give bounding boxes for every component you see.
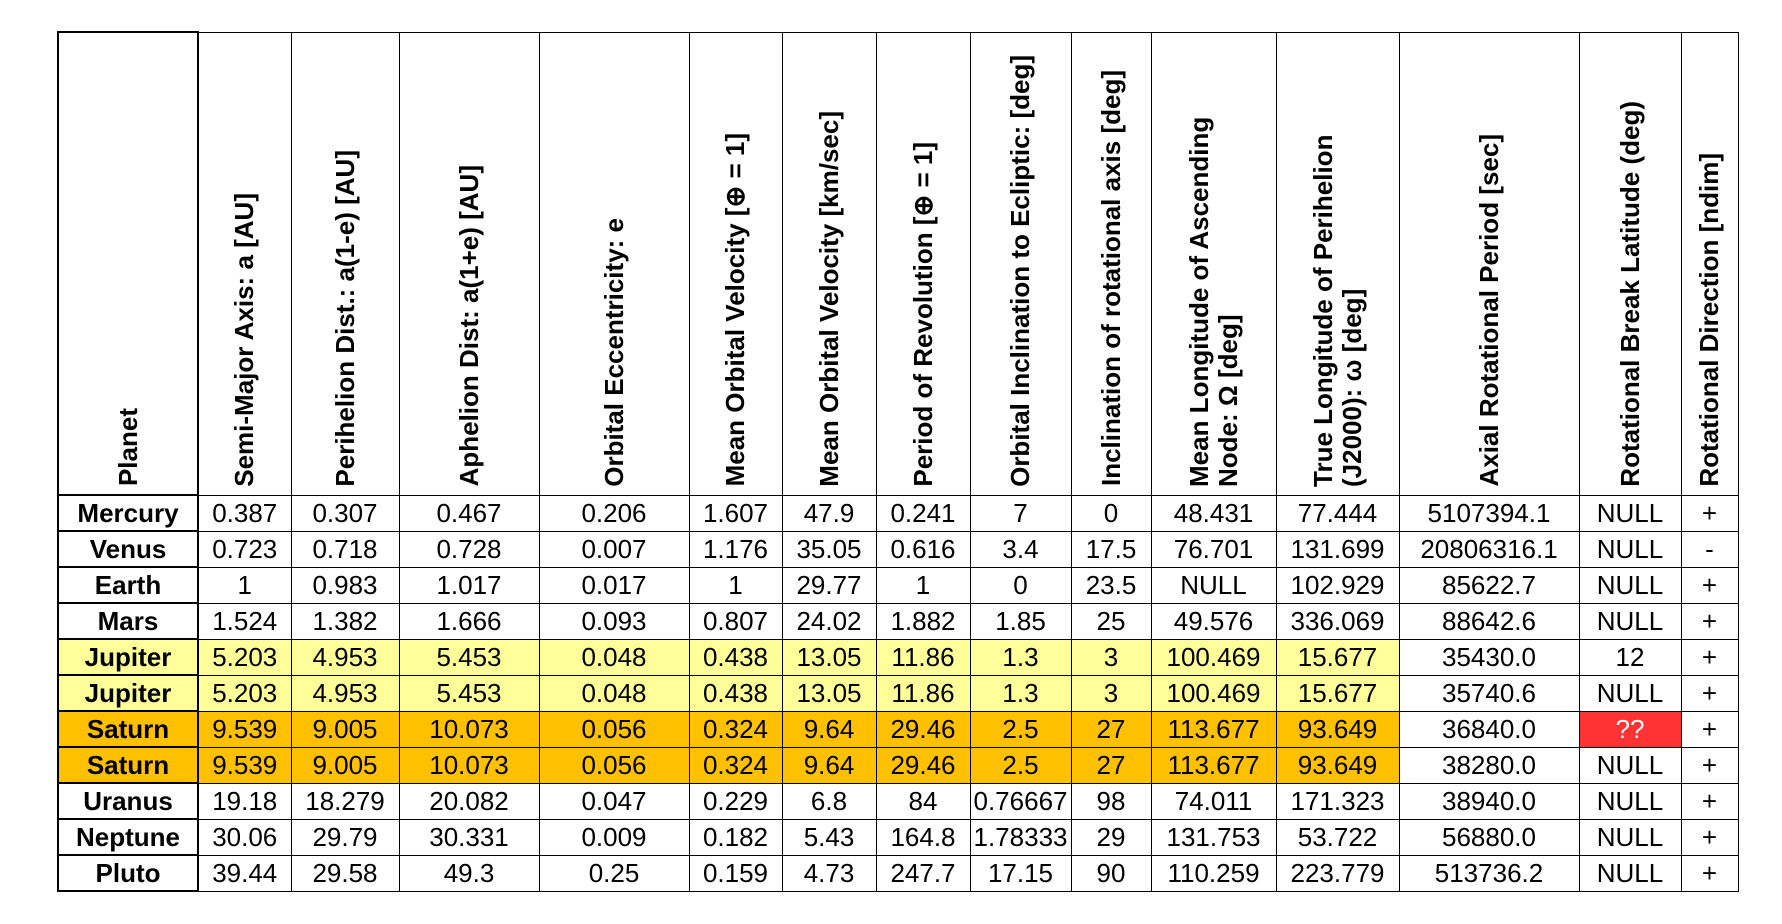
- data-cell[interactable]: 0.307: [291, 495, 399, 531]
- data-cell[interactable]: 5.43: [782, 819, 876, 855]
- data-cell[interactable]: +: [1681, 819, 1738, 855]
- data-cell[interactable]: 113.677: [1151, 711, 1276, 747]
- data-cell[interactable]: 9.005: [291, 747, 399, 783]
- data-cell[interactable]: NULL: [1579, 675, 1681, 711]
- data-cell[interactable]: 9.005: [291, 711, 399, 747]
- data-cell[interactable]: 3: [1071, 675, 1151, 711]
- column-header-aphelion-dist[interactable]: Aphelion Dist: a(1+e) [AU]: [399, 32, 539, 495]
- data-cell[interactable]: 1.3: [970, 639, 1071, 675]
- data-cell[interactable]: 39.44: [198, 855, 291, 891]
- data-cell[interactable]: 1.176: [689, 531, 782, 567]
- data-cell[interactable]: 88642.6: [1399, 603, 1579, 639]
- column-header-ascending-node[interactable]: Mean Longitude of Ascending Node: Ω [deg]: [1151, 32, 1276, 495]
- table-row: [58, 675, 1738, 711]
- column-header-rotational-period[interactable]: Axial Rotational Period [sec]: [1399, 32, 1579, 495]
- data-cell[interactable]: 0.438: [689, 639, 782, 675]
- column-header-perihelion-longitude[interactable]: True Longitude of Perihelion (J2000): ω [deg]: [1276, 32, 1399, 495]
- data-cell[interactable]: 171.323: [1276, 783, 1399, 819]
- data-cell[interactable]: 4.953: [291, 639, 399, 675]
- data-cell[interactable]: 1.3: [970, 675, 1071, 711]
- data-cell[interactable]: NULL: [1151, 567, 1276, 603]
- column-header-orbital-inclination[interactable]: Orbital Inclination to Ecliptic: [deg]: [970, 32, 1071, 495]
- data-cell[interactable]: 0.007: [539, 531, 689, 567]
- data-cell[interactable]: 77.444: [1276, 495, 1399, 531]
- data-cell[interactable]: NULL: [1579, 783, 1681, 819]
- data-cell[interactable]: 49.576: [1151, 603, 1276, 639]
- data-cell[interactable]: 0.206: [539, 495, 689, 531]
- column-header-break-latitude[interactable]: Rotational Break Latitude (deg): [1579, 32, 1681, 495]
- table-row: [58, 711, 1738, 747]
- data-cell[interactable]: 0.229: [689, 783, 782, 819]
- data-cell[interactable]: 102.929: [1276, 567, 1399, 603]
- data-cell[interactable]: -: [1681, 531, 1738, 567]
- planet-name-cell[interactable]: Venus: [58, 531, 198, 567]
- data-cell[interactable]: 15.677: [1276, 675, 1399, 711]
- data-cell[interactable]: 12: [1579, 639, 1681, 675]
- data-cell[interactable]: 2.5: [970, 747, 1071, 783]
- data-cell[interactable]: 0.467: [399, 495, 539, 531]
- data-cell[interactable]: 0.387: [198, 495, 291, 531]
- data-cell[interactable]: 10.073: [399, 711, 539, 747]
- data-cell[interactable]: 0.159: [689, 855, 782, 891]
- planet-name-cell[interactable]: Jupiter: [58, 639, 198, 675]
- data-cell[interactable]: 10.073: [399, 747, 539, 783]
- column-header-period[interactable]: Period of Revolution [⊕ = 1]: [876, 32, 970, 495]
- data-cell[interactable]: 5.203: [198, 639, 291, 675]
- data-cell[interactable]: NULL: [1579, 495, 1681, 531]
- data-cell[interactable]: NULL: [1579, 567, 1681, 603]
- data-cell[interactable]: 1.78333: [970, 819, 1071, 855]
- data-cell[interactable]: +: [1681, 675, 1738, 711]
- data-cell[interactable]: 20806316.1: [1399, 531, 1579, 567]
- column-header-eccentricity[interactable]: Orbital Eccentricity: e: [539, 32, 689, 495]
- column-header-axis-inclination[interactable]: Inclination of rotational axis [deg]: [1071, 32, 1151, 495]
- data-cell[interactable]: 4.73: [782, 855, 876, 891]
- data-cell[interactable]: 0.056: [539, 711, 689, 747]
- data-cell[interactable]: 513736.2: [1399, 855, 1579, 891]
- data-cell[interactable]: 223.779: [1276, 855, 1399, 891]
- data-cell[interactable]: 0.241: [876, 495, 970, 531]
- data-cell[interactable]: 47.9: [782, 495, 876, 531]
- data-cell[interactable]: 11.86: [876, 639, 970, 675]
- data-cell[interactable]: 27: [1071, 711, 1151, 747]
- data-cell[interactable]: 13.05: [782, 639, 876, 675]
- data-cell[interactable]: 0.728: [399, 531, 539, 567]
- table-row: [58, 819, 1738, 855]
- data-cell[interactable]: 100.469: [1151, 675, 1276, 711]
- data-cell[interactable]: 35.05: [782, 531, 876, 567]
- data-cell[interactable]: 17.5: [1071, 531, 1151, 567]
- data-cell[interactable]: 164.8: [876, 819, 970, 855]
- data-cell[interactable]: 0.324: [689, 747, 782, 783]
- data-cell[interactable]: 0.182: [689, 819, 782, 855]
- data-cell[interactable]: 5.203: [198, 675, 291, 711]
- data-cell[interactable]: 1: [689, 567, 782, 603]
- data-cell[interactable]: 1.882: [876, 603, 970, 639]
- header-row: [58, 32, 1738, 495]
- data-cell[interactable]: 0: [1071, 495, 1151, 531]
- data-cell[interactable]: NULL: [1579, 855, 1681, 891]
- data-cell[interactable]: 0: [970, 567, 1071, 603]
- data-cell[interactable]: NULL: [1579, 819, 1681, 855]
- planet-name-cell[interactable]: Saturn: [58, 711, 198, 747]
- data-cell[interactable]: 1.666: [399, 603, 539, 639]
- data-cell[interactable]: +: [1681, 747, 1738, 783]
- data-cell[interactable]: 56880.0: [1399, 819, 1579, 855]
- data-cell[interactable]: 5107394.1: [1399, 495, 1579, 531]
- data-cell[interactable]: 9.64: [782, 711, 876, 747]
- data-cell[interactable]: 0.048: [539, 639, 689, 675]
- planet-name-cell[interactable]: Uranus: [58, 783, 198, 819]
- data-cell[interactable]: 9.539: [198, 747, 291, 783]
- data-cell[interactable]: 30.06: [198, 819, 291, 855]
- data-cell[interactable]: +: [1681, 711, 1738, 747]
- data-cell[interactable]: 76.701: [1151, 531, 1276, 567]
- data-cell[interactable]: 13.05: [782, 675, 876, 711]
- planet-name-cell[interactable]: Mercury: [58, 495, 198, 531]
- data-cell[interactable]: 1.85: [970, 603, 1071, 639]
- data-cell[interactable]: 113.677: [1151, 747, 1276, 783]
- column-header-semi-major-axis[interactable]: Semi-Major Axis: a [AU]: [198, 32, 291, 495]
- data-cell[interactable]: 49.3: [399, 855, 539, 891]
- data-cell[interactable]: +: [1681, 603, 1738, 639]
- table-row: [58, 495, 1738, 531]
- data-cell[interactable]: 0.093: [539, 603, 689, 639]
- data-cell[interactable]: 5.453: [399, 639, 539, 675]
- data-cell[interactable]: 25: [1071, 603, 1151, 639]
- data-cell[interactable]: 53.722: [1276, 819, 1399, 855]
- data-cell[interactable]: 0.718: [291, 531, 399, 567]
- column-header-velocity-relative[interactable]: Mean Orbital Velocity [⊕ = 1]: [689, 32, 782, 495]
- column-header-rotational-direction[interactable]: Rotational Direction [ndim]: [1681, 32, 1738, 495]
- data-cell[interactable]: 11.86: [876, 675, 970, 711]
- table-row: [58, 747, 1738, 783]
- table-row: [58, 567, 1738, 603]
- data-cell[interactable]: 3: [1071, 639, 1151, 675]
- data-cell[interactable]: +: [1681, 783, 1738, 819]
- data-cell[interactable]: 100.469: [1151, 639, 1276, 675]
- data-cell[interactable]: 1.607: [689, 495, 782, 531]
- data-cell[interactable]: NULL: [1579, 747, 1681, 783]
- data-cell[interactable]: 110.259: [1151, 855, 1276, 891]
- data-cell[interactable]: 0.438: [689, 675, 782, 711]
- data-cell[interactable]: 29.46: [876, 747, 970, 783]
- data-cell[interactable]: 19.18: [198, 783, 291, 819]
- data-cell[interactable]: 247.7: [876, 855, 970, 891]
- data-cell[interactable]: 131.699: [1276, 531, 1399, 567]
- planet-name-cell[interactable]: Neptune: [58, 819, 198, 855]
- planet-name-cell[interactable]: Earth: [58, 567, 198, 603]
- data-cell[interactable]: 36840.0: [1399, 711, 1579, 747]
- data-cell[interactable]: 2.5: [970, 711, 1071, 747]
- data-cell[interactable]: 35740.6: [1399, 675, 1579, 711]
- data-cell[interactable]: 93.649: [1276, 711, 1399, 747]
- table-row: [58, 639, 1738, 675]
- data-cell[interactable]: 0.983: [291, 567, 399, 603]
- data-cell[interactable]: 85622.7: [1399, 567, 1579, 603]
- data-cell[interactable]: 38940.0: [1399, 783, 1579, 819]
- table-row: [58, 531, 1738, 567]
- data-cell[interactable]: 1: [876, 567, 970, 603]
- data-cell[interactable]: 1.524: [198, 603, 291, 639]
- data-cell[interactable]: 1.017: [399, 567, 539, 603]
- data-cell[interactable]: +: [1681, 639, 1738, 675]
- data-cell[interactable]: 336.069: [1276, 603, 1399, 639]
- data-cell[interactable]: 93.649: [1276, 747, 1399, 783]
- data-cell[interactable]: +: [1681, 855, 1738, 891]
- planet-name-cell[interactable]: Pluto: [58, 855, 198, 891]
- flagged-cell[interactable]: ??: [1579, 711, 1681, 747]
- data-cell[interactable]: 29.58: [291, 855, 399, 891]
- data-cell[interactable]: 7: [970, 495, 1071, 531]
- data-cell[interactable]: 0.76667: [970, 783, 1071, 819]
- data-cell[interactable]: 74.011: [1151, 783, 1276, 819]
- planet-name-cell[interactable]: Saturn: [58, 747, 198, 783]
- data-cell[interactable]: NULL: [1579, 603, 1681, 639]
- data-cell[interactable]: 24.02: [782, 603, 876, 639]
- data-cell[interactable]: 5.453: [399, 675, 539, 711]
- data-cell[interactable]: 6.8: [782, 783, 876, 819]
- data-cell[interactable]: 0.048: [539, 675, 689, 711]
- data-cell[interactable]: 17.15: [970, 855, 1071, 891]
- data-cell[interactable]: 84: [876, 783, 970, 819]
- planet-name-cell[interactable]: Mars: [58, 603, 198, 639]
- column-header-velocity-kms[interactable]: Mean Orbital Velocity [km/sec]: [782, 32, 876, 495]
- data-cell[interactable]: 29: [1071, 819, 1151, 855]
- data-cell[interactable]: 29.77: [782, 567, 876, 603]
- data-cell[interactable]: 1: [198, 567, 291, 603]
- data-cell[interactable]: 9.64: [782, 747, 876, 783]
- table-row: [58, 783, 1738, 819]
- data-cell[interactable]: 0.616: [876, 531, 970, 567]
- data-cell[interactable]: NULL: [1579, 531, 1681, 567]
- data-cell[interactable]: 0.056: [539, 747, 689, 783]
- table-row: [58, 603, 1738, 639]
- data-cell[interactable]: 0.324: [689, 711, 782, 747]
- column-header-perihelion-dist[interactable]: Perihelion Dist.: a(1-e) [AU]: [291, 32, 399, 495]
- data-cell[interactable]: 29.79: [291, 819, 399, 855]
- data-cell[interactable]: 0.009: [539, 819, 689, 855]
- data-cell[interactable]: 0.047: [539, 783, 689, 819]
- data-cell[interactable]: 1.382: [291, 603, 399, 639]
- data-cell[interactable]: 131.753: [1151, 819, 1276, 855]
- data-cell[interactable]: 3.4: [970, 531, 1071, 567]
- table-row: [58, 855, 1738, 891]
- data-cell[interactable]: 20.082: [399, 783, 539, 819]
- column-header-planet[interactable]: Planet: [58, 32, 198, 495]
- data-cell[interactable]: 0.25: [539, 855, 689, 891]
- data-cell[interactable]: 0.017: [539, 567, 689, 603]
- data-cell[interactable]: 23.5: [1071, 567, 1151, 603]
- data-cell[interactable]: 30.331: [399, 819, 539, 855]
- planet-data-table: [57, 31, 1739, 892]
- data-cell[interactable]: 9.539: [198, 711, 291, 747]
- data-cell[interactable]: 90: [1071, 855, 1151, 891]
- data-cell[interactable]: 35430.0: [1399, 639, 1579, 675]
- data-cell[interactable]: 27: [1071, 747, 1151, 783]
- data-cell[interactable]: +: [1681, 567, 1738, 603]
- data-cell[interactable]: 4.953: [291, 675, 399, 711]
- data-cell[interactable]: 0.807: [689, 603, 782, 639]
- planet-name-cell[interactable]: Jupiter: [58, 675, 198, 711]
- data-cell[interactable]: 48.431: [1151, 495, 1276, 531]
- data-cell[interactable]: 29.46: [876, 711, 970, 747]
- data-cell[interactable]: 38280.0: [1399, 747, 1579, 783]
- data-cell[interactable]: +: [1681, 495, 1738, 531]
- data-cell[interactable]: 0.723: [198, 531, 291, 567]
- data-cell[interactable]: 15.677: [1276, 639, 1399, 675]
- data-cell[interactable]: 98: [1071, 783, 1151, 819]
- data-cell[interactable]: 18.279: [291, 783, 399, 819]
